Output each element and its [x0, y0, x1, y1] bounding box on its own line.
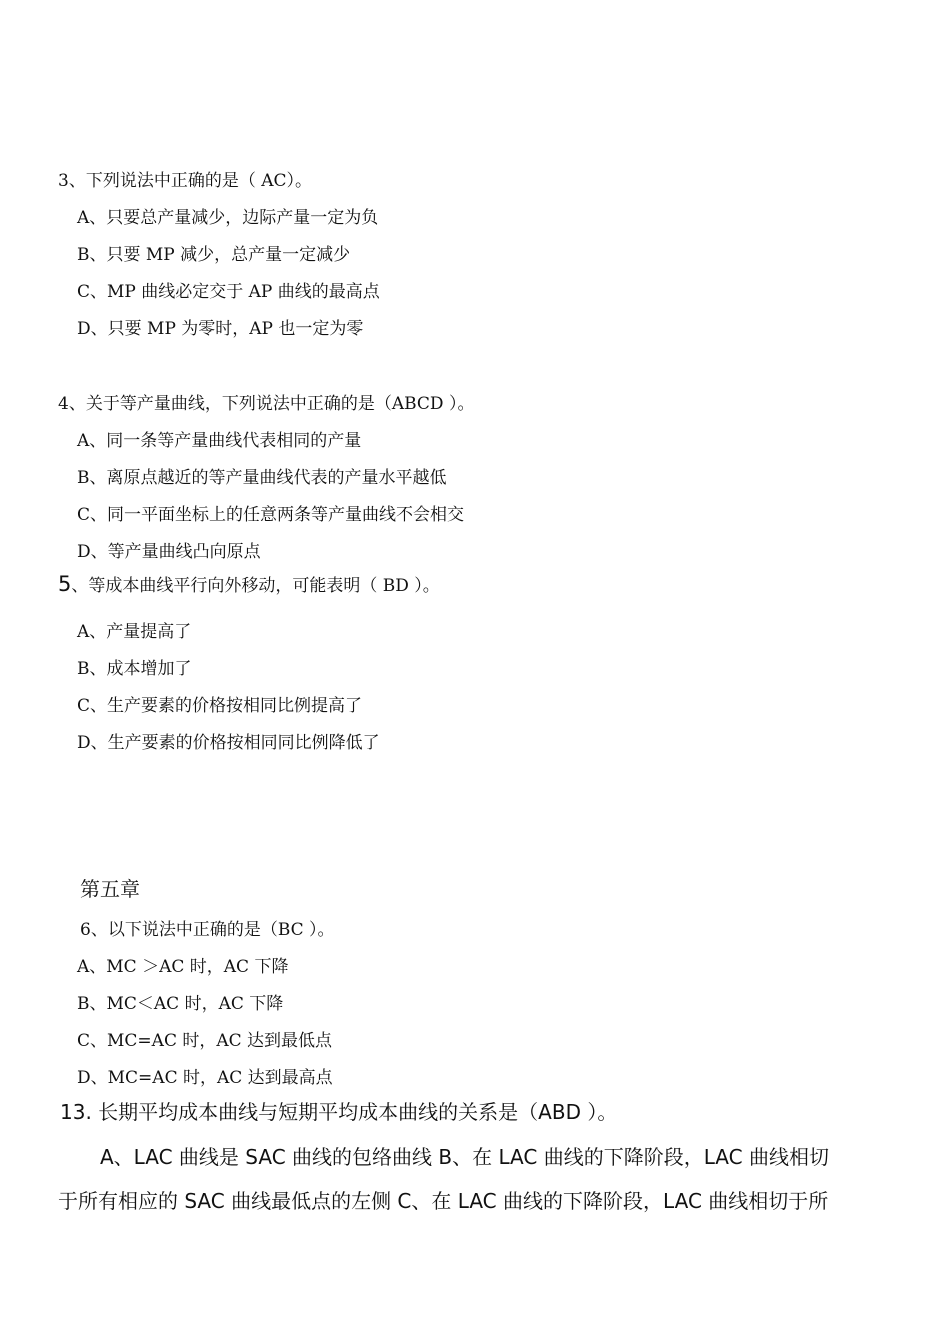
question-4-option-c: C、同一平面坐标上的任意两条等产量曲线不会相交	[77, 505, 465, 525]
question-5-option-d: D、生产要素的价格按相同同比例降低了	[77, 733, 380, 753]
question-3-option-c: C、MP 曲线必定交于 AP 曲线的最高点	[77, 282, 380, 302]
question-6-option-d: D、MC=AC 时，AC 达到最高点	[77, 1068, 333, 1088]
question-6-option-b: B、MC＜AC 时，AC 下降	[77, 994, 284, 1014]
chapter-heading: 第五章	[80, 877, 140, 901]
question-5-option-c: C、生产要素的价格按相同比例提高了	[77, 696, 363, 716]
question-3-stem: 3、下列说法中正确的是（ AC）。	[58, 171, 313, 191]
question-5-option-a: A、产量提高了	[77, 622, 192, 642]
question-4-option-d: D、等产量曲线凸向原点	[77, 542, 261, 562]
question-13-body-line-1: A、LAC 曲线是 SAC 曲线的包络曲线 B、在 LAC 曲线的下降阶段，LAC 曲线相切	[100, 1145, 829, 1169]
question-4-option-a: A、同一条等产量曲线代表相同的产量	[77, 431, 362, 451]
question-5-stem: 、等成本曲线平行向外移动，可能表明（ BD ）。	[71, 576, 440, 596]
question-6-stem: 6、以下说法中正确的是（BC ）。	[80, 920, 335, 940]
question-13-body-line-2: 于所有相应的 SAC 曲线最低点的左侧 C、在 LAC 曲线的下降阶段，LAC 曲线相切于所	[58, 1189, 829, 1213]
question-3-option-d: D、只要 MP 为零时，AP 也一定为零	[77, 319, 364, 339]
question-13-stem: 13. 长期平均成本曲线与短期平均成本曲线的关系是（ABD ）。	[60, 1100, 618, 1124]
question-3-option-b: B、只要 MP 减少，总产量一定减少	[77, 245, 351, 265]
question-5-number: 5	[58, 572, 72, 596]
question-6-option-a: A、MC ＞AC 时，AC 下降	[77, 957, 289, 977]
question-4-option-b: B、离原点越近的等产量曲线代表的产量水平越低	[77, 468, 447, 488]
question-3-option-a: A、只要总产量减少，边际产量一定为负	[77, 208, 379, 228]
question-6-option-c: C、MC=AC 时，AC 达到最低点	[77, 1031, 333, 1051]
question-5-option-b: B、成本增加了	[77, 659, 192, 679]
question-5-stem-row	[58, 571, 440, 596]
question-4-stem: 4、关于等产量曲线，下列说法中正确的是（ABCD ）。	[58, 394, 475, 414]
